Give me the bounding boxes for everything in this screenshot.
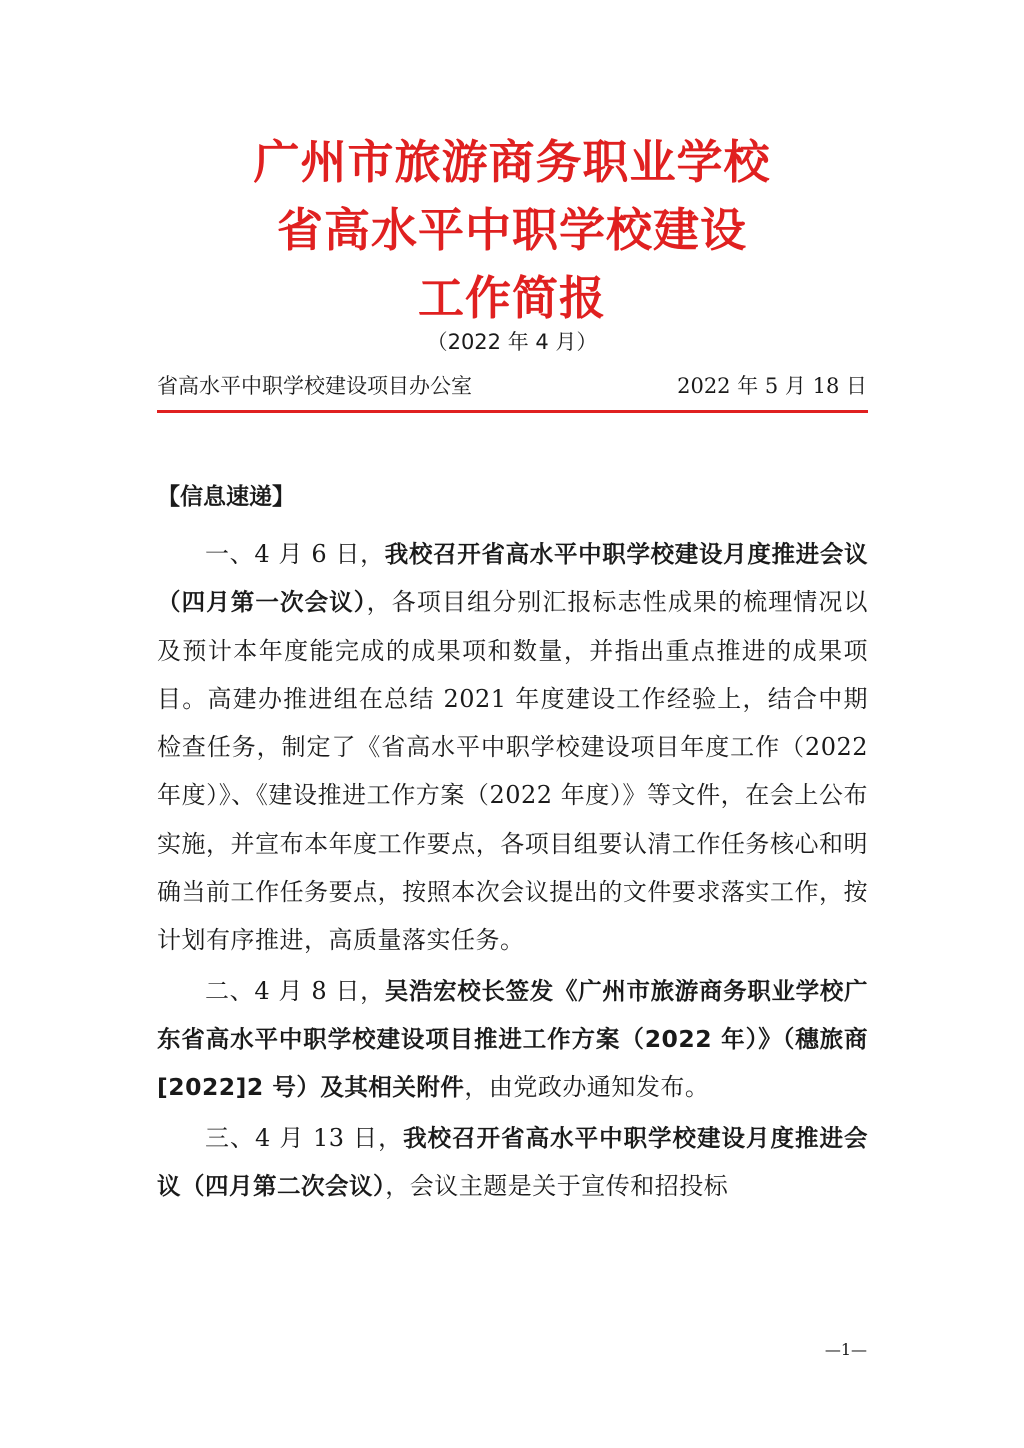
page-number: —1— xyxy=(824,1340,867,1359)
paragraph-3-rest: ，会议主题是关于宣传和招投标 xyxy=(385,1171,729,1200)
paragraph-2-rest: ，由党政办通知发布。 xyxy=(464,1073,710,1102)
paragraph-1-emphasis: 我校召开省高水平中职学校建设月度推进会议（四月第一次会议） xyxy=(157,540,868,617)
red-divider-rule xyxy=(157,410,868,413)
publish-date: 2022 年 5 月 18 日 xyxy=(677,374,867,398)
body-text xyxy=(157,530,868,1212)
paragraph-1-lead: 一、4 月 6 日， xyxy=(205,540,385,568)
masthead-line-1: 广州市旅游商务职业学校 xyxy=(253,135,771,189)
paragraph-1-rest: ，各项目组分别汇报标志性成果的梳理情况以及预计本年度能完成的成果项和数量，并指出重点推进的成果项目。高建办推进组在总结 2021 年度建设工作经验上，结合中期检查任务，制定了《省高水平中职学校建设项目年度工作（2022 年度）》、《建设推进工作方案（2022 年度）》等文件，在会上公布实施，并宣布本年度工作要点，各项目组要认清工作任务核心和明确当前工作任务要点，按照本次会议提出的文件要求落实工作，按计划有序推进，高质量落实任务。 xyxy=(157,588,869,955)
issuing-office: 省高水平中职学校建设项目办公室 xyxy=(157,374,472,398)
meta-row xyxy=(157,370,867,400)
paragraph-2-emphasis: 吴浩宏校长签发《广州市旅游商务职业学校广东省高水平中职学校建设项目推进工作方案（2022 年）》（穗旅商[2022]2 号）及其相关附件 xyxy=(157,976,868,1102)
paragraph-2 xyxy=(157,967,868,1112)
issue-date: （2022 年 4 月） xyxy=(426,330,598,354)
paragraph-3-lead: 三、4 月 13 日， xyxy=(205,1123,404,1152)
masthead-title xyxy=(0,128,1024,332)
paragraph-1 xyxy=(157,530,868,965)
masthead-line-2: 省高水平中职学校建设 xyxy=(277,203,747,257)
masthead-line-3: 工作简报 xyxy=(418,271,606,325)
section-heading: 【信息速递】 xyxy=(157,484,295,510)
paragraph-2-lead: 二、4 月 8 日， xyxy=(205,976,385,1005)
paragraph-3-emphasis: 我校召开省高水平中职学校建设月度推进会议（四月第二次会议） xyxy=(157,1123,868,1200)
paragraph-3 xyxy=(157,1114,868,1211)
